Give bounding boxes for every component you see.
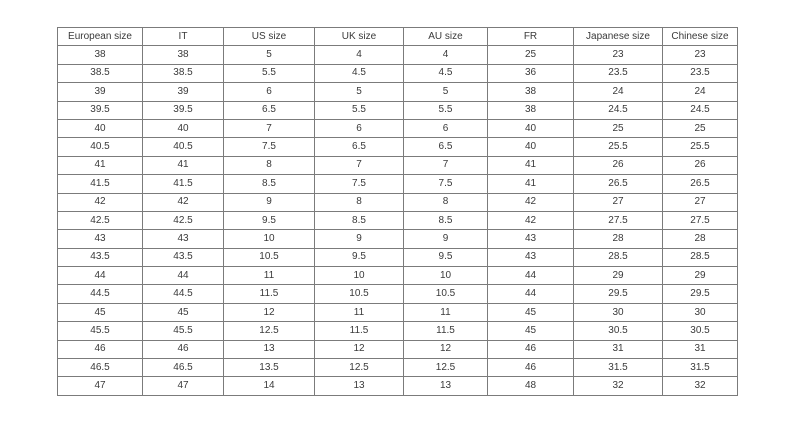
table-cell: 9 <box>404 230 488 248</box>
table-cell: 28 <box>574 230 663 248</box>
table-cell: 6 <box>315 119 404 137</box>
table-row <box>58 211 738 229</box>
table-cell: 43.5 <box>143 248 224 266</box>
table-cell: 7 <box>224 119 315 137</box>
table-cell: 45.5 <box>143 322 224 340</box>
table-cell: 43 <box>488 230 574 248</box>
table-cell: 5.5 <box>404 101 488 119</box>
table-cell: 6.5 <box>404 138 488 156</box>
table-cell: 38 <box>143 46 224 64</box>
table-row <box>58 138 738 156</box>
table-cell: 43 <box>488 248 574 266</box>
table-cell: 36 <box>488 64 574 82</box>
table-cell: 25 <box>574 119 663 137</box>
table-cell: 6 <box>224 83 315 101</box>
table-cell: 39.5 <box>58 101 143 119</box>
table-cell: 7 <box>404 156 488 174</box>
table-cell: 12 <box>315 340 404 358</box>
table-cell: 25 <box>488 46 574 64</box>
table-cell: 26 <box>663 156 738 174</box>
table-row <box>58 156 738 174</box>
table-cell: 31 <box>574 340 663 358</box>
table-cell: 10.5 <box>404 285 488 303</box>
table-cell: 9.5 <box>315 248 404 266</box>
table-cell: 5 <box>315 83 404 101</box>
table-cell: 42.5 <box>58 211 143 229</box>
table-cell: 12 <box>404 340 488 358</box>
table-row <box>58 175 738 193</box>
table-cell: 5.5 <box>224 64 315 82</box>
table-cell: 31.5 <box>574 359 663 377</box>
table-cell: 39 <box>58 83 143 101</box>
table-cell: 27.5 <box>663 211 738 229</box>
table-cell: 25 <box>663 119 738 137</box>
table-cell: 45 <box>488 322 574 340</box>
table-cell: 9.5 <box>224 211 315 229</box>
table-row <box>58 377 738 395</box>
table-cell: 44.5 <box>143 285 224 303</box>
column-header: Japanese size <box>574 28 663 46</box>
table-cell: 40 <box>58 119 143 137</box>
table-cell: 10.5 <box>315 285 404 303</box>
table-cell: 46.5 <box>143 359 224 377</box>
table-cell: 26.5 <box>574 175 663 193</box>
table-cell: 11.5 <box>224 285 315 303</box>
table-cell: 12.5 <box>224 322 315 340</box>
column-header: Chinese size <box>663 28 738 46</box>
table-cell: 44.5 <box>58 285 143 303</box>
table-cell: 8.5 <box>315 211 404 229</box>
table-row <box>58 83 738 101</box>
table-cell: 45 <box>143 303 224 321</box>
table-cell: 30.5 <box>663 322 738 340</box>
table-row <box>58 230 738 248</box>
table-cell: 42 <box>488 193 574 211</box>
table-cell: 28.5 <box>663 248 738 266</box>
table-cell: 7.5 <box>404 175 488 193</box>
table-cell: 28.5 <box>574 248 663 266</box>
table-cell: 46 <box>488 340 574 358</box>
column-header: UK size <box>315 28 404 46</box>
table-cell: 38 <box>488 101 574 119</box>
table-cell: 41 <box>488 156 574 174</box>
table-cell: 11 <box>315 303 404 321</box>
table-cell: 44 <box>488 267 574 285</box>
table-cell: 11.5 <box>404 322 488 340</box>
size-table <box>57 27 738 396</box>
table-cell: 26.5 <box>663 175 738 193</box>
table-cell: 6.5 <box>315 138 404 156</box>
table-cell: 7.5 <box>315 175 404 193</box>
table-cell: 42 <box>143 193 224 211</box>
table-cell: 29 <box>663 267 738 285</box>
table-cell: 42 <box>488 211 574 229</box>
table-cell: 45 <box>58 303 143 321</box>
column-header: IT <box>143 28 224 46</box>
table-cell: 10.5 <box>224 248 315 266</box>
table-cell: 23.5 <box>663 64 738 82</box>
table-cell: 38.5 <box>143 64 224 82</box>
table-cell: 28 <box>663 230 738 248</box>
table-cell: 30.5 <box>574 322 663 340</box>
table-cell: 25.5 <box>574 138 663 156</box>
table-row <box>58 340 738 358</box>
table-cell: 11.5 <box>315 322 404 340</box>
table-cell: 5.5 <box>315 101 404 119</box>
table-cell: 8 <box>315 193 404 211</box>
table-cell: 30 <box>574 303 663 321</box>
table-cell: 29.5 <box>663 285 738 303</box>
table-cell: 10 <box>224 230 315 248</box>
column-header: European size <box>58 28 143 46</box>
table-cell: 13 <box>224 340 315 358</box>
table-cell: 7 <box>315 156 404 174</box>
table-row <box>58 359 738 377</box>
table-cell: 10 <box>404 267 488 285</box>
table-cell: 4 <box>315 46 404 64</box>
table-cell: 45 <box>488 303 574 321</box>
table-cell: 40 <box>488 138 574 156</box>
table-cell: 5 <box>224 46 315 64</box>
table-cell: 23.5 <box>574 64 663 82</box>
table-cell: 41 <box>58 156 143 174</box>
table-cell: 12 <box>224 303 315 321</box>
table-cell: 41.5 <box>58 175 143 193</box>
table-cell: 31 <box>663 340 738 358</box>
table-cell: 10 <box>315 267 404 285</box>
table-cell: 30 <box>663 303 738 321</box>
table-cell: 38.5 <box>58 64 143 82</box>
table-cell: 25.5 <box>663 138 738 156</box>
table-cell: 9 <box>224 193 315 211</box>
table-cell: 6.5 <box>224 101 315 119</box>
table-cell: 24.5 <box>574 101 663 119</box>
table-cell: 9.5 <box>404 248 488 266</box>
table-cell: 4 <box>404 46 488 64</box>
table-cell: 8 <box>404 193 488 211</box>
table-cell: 46 <box>58 340 143 358</box>
table-cell: 6 <box>404 119 488 137</box>
table-cell: 48 <box>488 377 574 395</box>
table-row <box>58 285 738 303</box>
table-cell: 27.5 <box>574 211 663 229</box>
table-cell: 4.5 <box>404 64 488 82</box>
table-cell: 12.5 <box>315 359 404 377</box>
table-cell: 41 <box>488 175 574 193</box>
table-cell: 41.5 <box>143 175 224 193</box>
table-cell: 46.5 <box>58 359 143 377</box>
table-cell: 12.5 <box>404 359 488 377</box>
table-cell: 38 <box>488 83 574 101</box>
table-cell: 42.5 <box>143 211 224 229</box>
table-row <box>58 119 738 137</box>
table-cell: 42 <box>58 193 143 211</box>
table-cell: 4.5 <box>315 64 404 82</box>
column-header: US size <box>224 28 315 46</box>
table-cell: 32 <box>574 377 663 395</box>
table-cell: 40.5 <box>58 138 143 156</box>
table-row <box>58 46 738 64</box>
table-cell: 14 <box>224 377 315 395</box>
table-cell: 39 <box>143 83 224 101</box>
table-cell: 29.5 <box>574 285 663 303</box>
table-cell: 47 <box>58 377 143 395</box>
size-table-head <box>58 28 738 46</box>
table-cell: 11 <box>404 303 488 321</box>
table-cell: 27 <box>663 193 738 211</box>
table-cell: 45.5 <box>58 322 143 340</box>
table-cell: 8.5 <box>224 175 315 193</box>
table-cell: 7.5 <box>224 138 315 156</box>
table-cell: 26 <box>574 156 663 174</box>
table-cell: 11 <box>224 267 315 285</box>
table-cell: 24.5 <box>663 101 738 119</box>
table-cell: 31.5 <box>663 359 738 377</box>
header-row <box>58 28 738 46</box>
table-cell: 43.5 <box>58 248 143 266</box>
table-cell: 23 <box>663 46 738 64</box>
table-cell: 23 <box>574 46 663 64</box>
table-cell: 32 <box>663 377 738 395</box>
size-table-body <box>58 46 738 395</box>
table-cell: 24 <box>663 83 738 101</box>
column-header: AU size <box>404 28 488 46</box>
table-row <box>58 267 738 285</box>
table-row <box>58 193 738 211</box>
table-cell: 43 <box>58 230 143 248</box>
table-row <box>58 248 738 266</box>
table-cell: 39.5 <box>143 101 224 119</box>
table-cell: 9 <box>315 230 404 248</box>
table-cell: 5 <box>404 83 488 101</box>
table-cell: 44 <box>488 285 574 303</box>
table-row <box>58 322 738 340</box>
table-cell: 29 <box>574 267 663 285</box>
table-cell: 44 <box>58 267 143 285</box>
table-cell: 13 <box>404 377 488 395</box>
table-cell: 8.5 <box>404 211 488 229</box>
table-row <box>58 303 738 321</box>
table-cell: 40 <box>488 119 574 137</box>
column-header: FR <box>488 28 574 46</box>
table-cell: 40 <box>143 119 224 137</box>
table-cell: 8 <box>224 156 315 174</box>
table-cell: 44 <box>143 267 224 285</box>
table-cell: 40.5 <box>143 138 224 156</box>
table-cell: 46 <box>143 340 224 358</box>
table-row <box>58 101 738 119</box>
table-cell: 24 <box>574 83 663 101</box>
table-cell: 13 <box>315 377 404 395</box>
table-cell: 27 <box>574 193 663 211</box>
table-cell: 13.5 <box>224 359 315 377</box>
table-cell: 41 <box>143 156 224 174</box>
table-cell: 43 <box>143 230 224 248</box>
table-cell: 38 <box>58 46 143 64</box>
table-cell: 46 <box>488 359 574 377</box>
table-cell: 47 <box>143 377 224 395</box>
table-row <box>58 64 738 82</box>
